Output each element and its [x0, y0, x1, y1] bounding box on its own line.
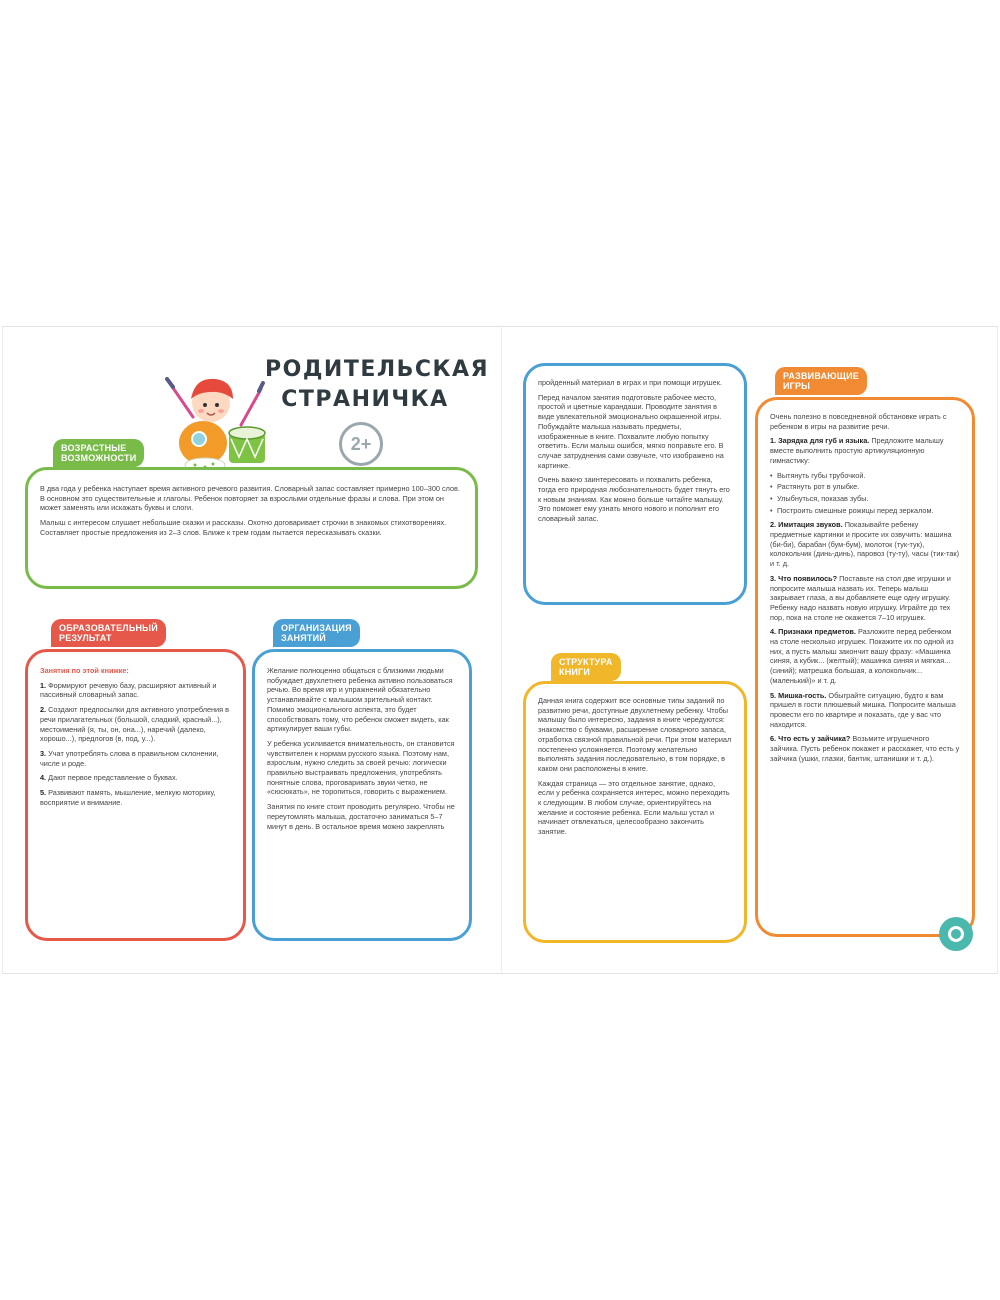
age-tab-line-2: ВОЗМОЖНОСТИ	[61, 453, 137, 463]
structure-paragraph-2: Каждая страница — это отдельное занятие, однако, если у ребенка сохраняется интерес, можно переходить к следующим. В любом случае, ориентируйтесь на желание и состояние ребенка. Если малыш устал и начинает отвлекаться, целесообразно закончить занятие.	[538, 778, 730, 837]
organization-section-tab	[273, 619, 360, 647]
age-section-tab	[53, 439, 144, 467]
organization-paragraph-1: Желание полноценно общаться с близкими людьми побуждает двухлетнего ребенка активно пользоваться речью. Во время игр и упражнений обязательно устанавливайте с малышом зрительный контакт. Помимо эмоционального аспекта, это будет способствовать тому, что ребенок сможет видеть, как артикулирует ваши губы.	[267, 666, 453, 734]
result-item-5: 5. Развивают память, мышление, мелкую моторику, восприятие и внимание.	[40, 788, 216, 807]
structure-tab-line-2: КНИГИ	[559, 667, 591, 677]
structure-paragraph-1: Данная книга содержит все основные типы заданий по развитию речи, доступные двухлетнему ребенку. Чтобы малышу было интересно, задания в книге чередуются: знакомство с буквами, расширение словарного запаса, отработка связной правильной речи. При этом материал постепенно усложняется. Поэтому желательно выполнять задания последовательно, в том порядке, в каком они расположены в книге.	[538, 696, 732, 773]
games-section-box	[755, 397, 975, 937]
result-tab-line-2: РЕЗУЛЬТАТ	[59, 633, 112, 643]
structure-section-tab	[551, 653, 621, 681]
continuation-paragraph-1: пройденный материал в играх и при помощи игрушек.	[538, 378, 722, 387]
page-title	[265, 355, 490, 415]
age-paragraph-1: В два года у ребенка наступает время активного речевого развития. Словарный запас составляет примерно 100–300 слов. В основном это существительные и глаголы. Ребенок повторяет за взрослыми отдельные фразы и слова. При этом он может заменять или искажать буквы и слоги.	[40, 484, 460, 513]
result-item-1: 1. Формируют речевую базу, расширяют активный и пассивный словарный запас.	[40, 680, 217, 700]
games-tab-line-1: РАЗВИВАЮЩИЕ	[783, 371, 859, 381]
organization-paragraph-3: Занятия по книге стоит проводить регулярно. Чтобы не переутомлять малыша, достаточно заниматься 5–7 минут в день. В остальное время можно закреплять	[267, 802, 455, 831]
continuation-paragraph-3: Очень важно заинтересовать и похвалить ребенка, тогда его природная любознательность будет тянуть его к новым знаниям. Как можно больше читайте малышу. Это поможет ему узнать много нового и пополнит его словарный запас.	[538, 475, 730, 524]
game-1-bullet-3: • Улыбнуться, показав зубы.	[770, 494, 960, 504]
game-1-bullets	[770, 471, 960, 516]
game-4: 4. Признаки предметов. Разложите перед ребенком на столе несколько игрушек. Покажите их по одной из них, а пусть малыш закончит вашу фразу: «Машинка синяя, а кубик... (желтый); машинка синяя и мягкая... (синий); матрешка большая, а колокольчик... (маленький)» и т. д.	[770, 627, 954, 685]
structure-tab-line-1: СТРУКТУРА	[559, 657, 613, 667]
game-1-bullet-2: • Растянуть рот в улыбке.	[770, 482, 960, 492]
continuation-paragraph-2: Перед началом занятия подготовьте рабочее место, простой и цветные карандаши. Проводите занятия в виде увлекательной эмоционально окрашенной игры. Побуждайте малыша называть предметы, изображенные в книге. Похвалите любую попытку ответить. Если малыш ошибся, мягко поправьте его. В случае затруднения сами озвучьте, что изображено на картинке.	[538, 392, 724, 470]
continuation-box	[523, 363, 747, 605]
title-line-2: СТРАНИЧКА	[281, 387, 449, 412]
result-item-3: 3. Учат употреблять слова в правильном склонении, числе и роде.	[40, 748, 219, 768]
result-item-2: 2. Создают предпосылки для активного употребления в речи прилагательных (большой, сладкий, красный...), местоимений (я, ты, он, она...), наречий (далеко, хорошо...), предлогов (в, под, у...).	[40, 705, 229, 744]
game-1-bullet-4: • Построить смешные рожицы перед зеркалом.	[770, 506, 960, 516]
game-1-bullet-1: • Вытянуть губы трубочкой.	[770, 471, 960, 481]
structure-section-box	[523, 681, 747, 943]
game-1: 1. Зарядка для губ и языка. Предложите малышу вместе выполнить простую артикуляционную гимнастику:	[770, 436, 944, 465]
game-3: 3. Что появилось? Поставьте на стол две игрушки и попросите малыша назвать их. Теперь малыш закрывает глаза, а вы добавляете еще одну игрушку. Ребенку надо назвать новую игрушку. Играйте до тех пор, пока на столе не окажется 7–10 игрушек.	[770, 573, 951, 622]
games-tab-line-2: ИГРЫ	[783, 381, 811, 391]
games-intro: Очень полезно в повседневной обстановке играть с ребенком в игры на развитие речи.	[770, 412, 947, 431]
age-tab-line-1: ВОЗРАСТНЫЕ	[61, 443, 127, 453]
organization-section-box	[252, 649, 472, 941]
organization-tab-line-1: ОРГАНИЗАЦИЯ	[281, 623, 352, 633]
organization-paragraph-2: У ребенка усиливается внимательность, он становится чувствителен к нормам русского языка. Поэтому нам, взрослым, нужно следить за своей речью: логически правильно выстраивать предложения, употреблять понятные слова, проговаривать звуки четко, не «сюсюкать», не торопиться, говорить с выражением.	[267, 738, 455, 797]
page-corner-badge	[939, 917, 973, 951]
book-spine	[501, 327, 502, 973]
game-6: 6. Что есть у зайчика? Возьмите игрушечного зайчика. Пусть ребенок покажет и расскажет, что есть у зайчика (ушки, глазки, бантик, штанишки и т. д.).	[770, 734, 960, 763]
result-intro: Занятия по этой книжке:	[40, 666, 129, 675]
game-5: 5. Мишка-гость. Обыграйте ситуацию, будто к вам пришел в гости плюшевый мишка. Попросите малыша провести его по квартире и показать, где у вас что находится.	[770, 690, 956, 729]
age-paragraph-2: Малыш с интересом слушает небольшие сказки и рассказы. Охотно договаривает строчки в знакомых стихотворениях. Составляет простые предложения из 2–3 слов. Ближе к трем годам пытается пересказывать сказки.	[40, 518, 447, 537]
game-2: 2. Имитация звуков. Показывайте ребенку предметные картинки и просите их озвучить: машина (би-би), барабан (бум-бум), молоток (тук-тук), колокольчик (динь-динь), паровоз (ту-ту), часы (тик-так) и т. д.	[770, 520, 960, 569]
result-section-box	[25, 649, 246, 941]
games-section-tab	[775, 367, 867, 395]
organization-tab-line-2: ЗАНЯТИЙ	[281, 633, 326, 643]
child-drummer-illustration	[153, 365, 273, 475]
book-spread	[2, 326, 998, 974]
result-section-tab	[51, 619, 166, 647]
result-item-4: 4. Дают первое представление о буквах.	[40, 773, 178, 783]
age-badge: 2+	[339, 422, 383, 466]
result-tab-line-1: ОБРАЗОВАТЕЛЬНЫЙ	[59, 623, 158, 633]
title-line-1: РОДИТЕЛЬСКАЯ	[265, 357, 490, 382]
age-section-box	[25, 467, 478, 589]
